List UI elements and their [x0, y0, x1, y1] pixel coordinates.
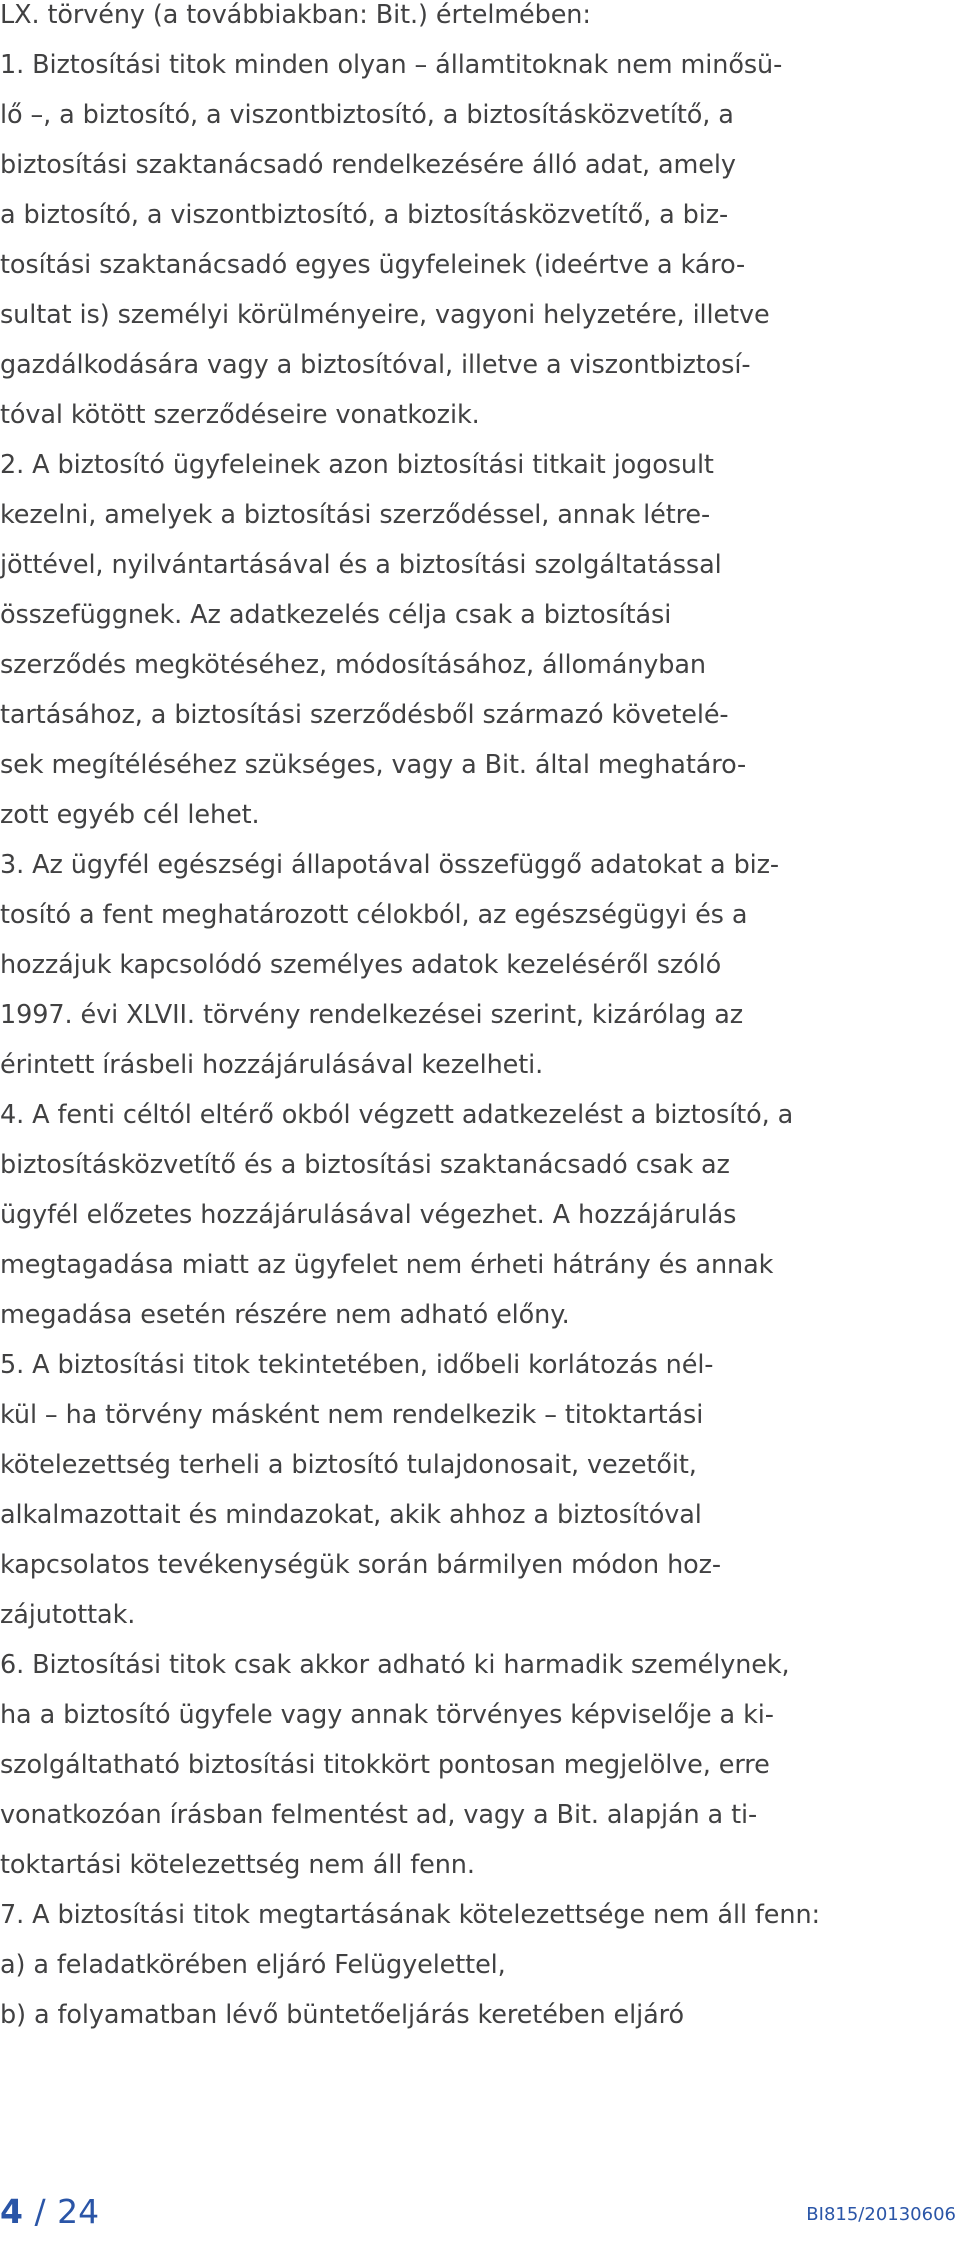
- text-line: 4. A fenti céltól eltérő okból végzett adatkezelést a biztosító, a: [0, 1100, 794, 1130]
- text-line: tosító a fent meghatározott célokból, az egészségügyi és a: [0, 900, 748, 930]
- text-line: 7. A biztosítási titok megtartásának kötelezettsége nem áll fenn:: [0, 1900, 821, 1930]
- page-separator: /: [34, 2192, 46, 2231]
- document-code: BI815/20130606: [806, 2204, 956, 2225]
- page-footer: [0, 2192, 960, 2232]
- text-line: kötelezettség terheli a biztosító tulajdonosait, vezetőit,: [0, 1450, 697, 1480]
- text-line: 2. A biztosító ügyfeleinek azon biztosítási titkait jogosult: [0, 450, 714, 480]
- text-line: 6. Biztosítási titok csak akkor adható ki harmadik személynek,: [0, 1650, 790, 1680]
- text-line: 1. Biztosítási titok minden olyan – államtitoknak nem minősü-: [0, 50, 783, 80]
- text-line: összefüggnek. Az adatkezelés célja csak a biztosítási: [0, 600, 672, 630]
- text-line: sultat is) személyi körülményeire, vagyoni helyzetére, illetve: [0, 300, 770, 330]
- page-number: [0, 2192, 99, 2231]
- text-line: biztosítási szaktanácsadó rendelkezésére álló adat, amely: [0, 150, 736, 180]
- text-line: sek megítéléséhez szükséges, vagy a Bit. által meghatáro-: [0, 750, 747, 780]
- text-line: tóval kötött szerződéseire vonatkozik.: [0, 400, 480, 430]
- text-line: gazdálkodására vagy a biztosítóval, illetve a viszontbiztosí-: [0, 350, 751, 380]
- text-line: szolgáltatható biztosítási titokkört pontosan megjelölve, erre: [0, 1750, 770, 1780]
- text-line: ha a biztosító ügyfele vagy annak törvényes képviselője a ki-: [0, 1700, 774, 1730]
- text-line: ügyfél előzetes hozzájárulásával végezhet. A hozzájárulás: [0, 1200, 737, 1230]
- text-line: 3. Az ügyfél egészségi állapotával összefüggő adatokat a biz-: [0, 850, 780, 880]
- text-line: a) a feladatkörében eljáró Felügyelettel,: [0, 1950, 506, 1980]
- text-line: érintett írásbeli hozzájárulásával kezelheti.: [0, 1050, 544, 1080]
- text-line: 5. A biztosítási titok tekintetében, időbeli korlátozás nél-: [0, 1350, 714, 1380]
- text-line: a biztosító, a viszontbiztosító, a biztosításközvetítő, a biz-: [0, 200, 729, 230]
- text-line: kezelni, amelyek a biztosítási szerződéssel, annak létre-: [0, 500, 711, 530]
- text-line: toktartási kötelezettség nem áll fenn.: [0, 1850, 475, 1880]
- text-line: kül – ha törvény másként nem rendelkezik – titoktartási: [0, 1400, 704, 1430]
- text-line: zott egyéb cél lehet.: [0, 800, 260, 830]
- text-line: jöttével, nyilvántartásával és a biztosítási szolgáltatással: [0, 550, 722, 580]
- text-line: hozzájuk kapcsolódó személyes adatok kezeléséről szóló: [0, 950, 722, 980]
- text-line: alkalmazottait és mindazokat, akik ahhoz a biztosítóval: [0, 1500, 702, 1530]
- text-line: zájutottak.: [0, 1600, 136, 1630]
- text-line: megtagadása miatt az ügyfelet nem érheti hátrány és annak: [0, 1250, 774, 1280]
- page-current: 4: [0, 2192, 23, 2231]
- text-line: biztosításközvetítő és a biztosítási szaktanácsadó csak az: [0, 1150, 730, 1180]
- text-line: vonatkozóan írásban felmentést ad, vagy a Bit. alapján a ti-: [0, 1800, 758, 1830]
- page-total: 24: [57, 2192, 100, 2231]
- text-line: kapcsolatos tevékenységük során bármilyen módon hoz-: [0, 1550, 722, 1580]
- text-line: szerződés megkötéséhez, módosításához, állományban: [0, 650, 706, 680]
- text-line: tosítási szaktanácsadó egyes ügyfeleinek (ideértve a káro-: [0, 250, 746, 280]
- text-line: LX. törvény (a továbbiakban: Bit.) értelmében:: [0, 0, 591, 30]
- text-line: lő –, a biztosító, a viszontbiztosító, a biztosításközvetítő, a: [0, 100, 734, 130]
- text-line: tartásához, a biztosítási szerződésből származó követelé-: [0, 700, 729, 730]
- text-line: 1997. évi XLVII. törvény rendelkezései szerint, kizárólag az: [0, 1000, 744, 1030]
- text-line: megadása esetén részére nem adható előny.: [0, 1300, 570, 1330]
- text-line: b) a folyamatban lévő büntetőeljárás keretében eljáró: [0, 2000, 684, 2030]
